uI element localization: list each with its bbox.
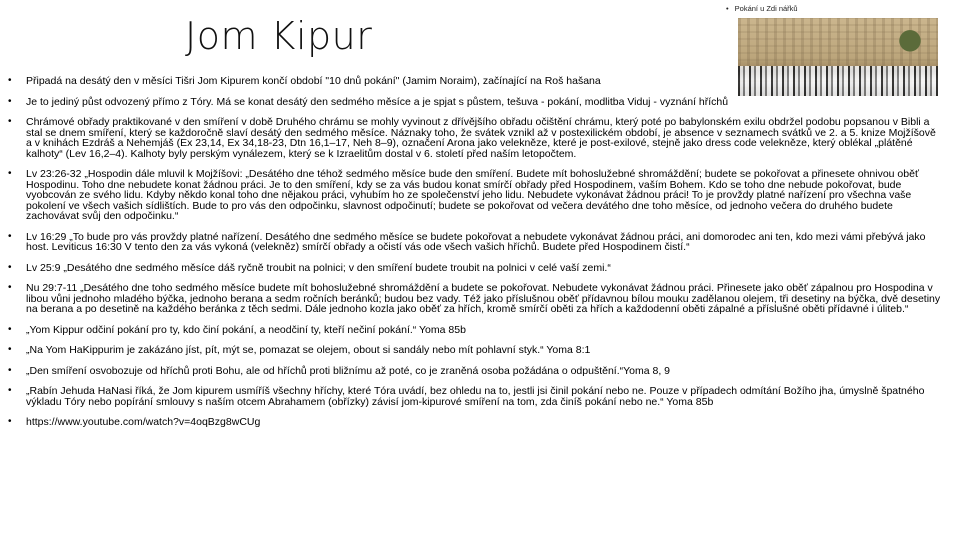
bullet-item: • „Yom Kippur odčiní pokání pro ty, kdo činí pokání, a neodčiní ty, kteří nečiní pokání.“ Yoma 85b <box>8 325 943 336</box>
bullet-item: • Lv 25:9 „Desátého dne sedmého měsíce dáš ryčně troubit na polnici; v den smíření budete troubit na polnici v celé vaší zemi.“ <box>8 263 943 274</box>
bullet-item: • Je to jediný půst odvozený přímo z Tóry. Má se konat desátý den sedmého měsíce a je spjat s půstem, tešuva - pokání, modlitba Viduj - vyznání hříchů <box>8 97 943 108</box>
photo-caption <box>726 4 798 13</box>
bullet-item: • „Den smíření osvobozuje od hříchů proti Bohu, ale od hříchů proti bližnímu až poté, co je zraněná osoba požádána o odpuštění.“Yoma 8, 9 <box>8 366 943 377</box>
photo-caption-text: Pokání u Zdi nářků <box>734 4 798 13</box>
photo-trees <box>890 24 930 52</box>
bullet-item: • Lv 23:26-32 „Hospodin dále mluvil k Mojžíšovi: „Desátého dne téhož sedmého měsíce bude den smíření. Budete mít bohoslužebné shromáždění; budete se pokořovat a přinesete ohnivou oběť Hospodinu. Toho dne nebudete konat žádnou práci. Je to den smíření, kdy se za vás budou konat smírčí obřady před Hospodinem, vaším Bohem. Kdo se toho dne nebude pokořovat, bude vyobcován ze svého lidu. Kdyby někdo konal toho dne nějakou práci, vyhubím ho ze společenství jeho lidu. Nebudete vykonávat žádnou práci! To je provždy platné nařízení pro všechna vaše pokolení ve všech vašich sídlištích. Bude to pro vás den odpočinku, slavnost odpočinutí; budete se pokořovat od večera devátého dne toho měsíce, od jednoho večera do druhého budete zachovávat svůj den odpočinku.“ <box>8 169 943 222</box>
bullet-item: • „Na Yom HaKippurim je zakázáno jíst, pít, mýt se, pomazat se olejem, obout si sandály nebo mít pohlavní styk.“ Yoma 8:1 <box>8 345 943 356</box>
bullet-item: • Nu 29:7-11 „Desátého dne toho sedmého měsíce budete mít bohoslužebné shromáždění a budete se pokořovat. Nebudete vykonávat žádnou práci. Přinesete jako oběť zápalnou pro Hospodina v libou vůni jednoho mladého býčka, jednoho berana a sedm ročních beránků; budou bez vady. Též jako příslušnou oběť přídavnou bílou mouku zadělanou olejem, tři desetiny na býčka, dvě desetiny na berana a po desetině na každého beránka z těch sedmi. Dále jednoho kozla jako oběť za hřích, kromě smírčí oběti za hřích a každodenní oběti zápalné a příslušné oběti přídavné i úliteb.“ <box>8 283 943 315</box>
bullet-item: • Připadá na desátý den v měsíci Tišri Jom Kipurem končí období "10 dnů pokání" (Jamim Noraim), začínající na Roš hašana <box>8 76 943 87</box>
bullet-item: • „Rabín Jehuda HaNasi říká, že Jom kipurem usmíříš všechny hříchy, které Tóra uvádí, bez ohledu na to, jestli jsi činil pokání nebo ne. Pouze v případech odmítání Božího jha, úmyslně špatného výkladu Tóry nebo popírání smlouvy s naším otcem Abrahamem (obřízky) závisí jom-kipurové smíření na tom, zda činíš pokání nebo ne.“ Yoma 85b <box>8 386 943 407</box>
bullet-list <box>8 76 943 438</box>
bullet-item: • Lv 16:29 „To bude pro vás provždy platné nařízení. Desátého dne sedmého měsíce se budete pokořovat a nebudete vykonávat žádnou práci, ani domorodec ani ten, kdo mezi vámi přebývá jako host. Leviticus 16:30 V tento den za vás vykoná (velekněz) smírčí obřady a očistí vás ode všech vašich hříchů. Budete před Hospodinem čistí.“ <box>8 232 943 253</box>
slide-title: Jom Kipur <box>185 14 373 58</box>
youtube-link[interactable]: • https://www.youtube.com/watch?v=4oqBzg8wCUg <box>8 417 943 428</box>
bullet-item: • Chrámové obřady praktikované v den smíření v době Druhého chrámu se mohly vyvinout z dřívějšího obřadu očištění chrámu, který poté po babylonském exilu obdržel podobu popsanou v Bibli a stal se dnem smíření, který se každoročně slaví desátý den sedmého měsíce. Náznaky toho, že svátek vznikl až v postexilickém období, je absence v seznamech svátků ve 2. a 5. knize Mojžíšově a v knihách Ezdráš a Nehemjáš (Ex 23,14, Ex 34,18-23, Dtn 16,1–17, Neh 8–9), označení Arona jako velekněze, které je post-exilové, stejně jako dress code velekněze, který oblékal „plátěné kalhoty“ (Lev 16,2–4). Kalhoty byly perským vynálezem, který se k Izraelitům dostal v 6. století před naším letopočtem. <box>8 117 943 159</box>
caption-bullet: • <box>726 4 729 13</box>
